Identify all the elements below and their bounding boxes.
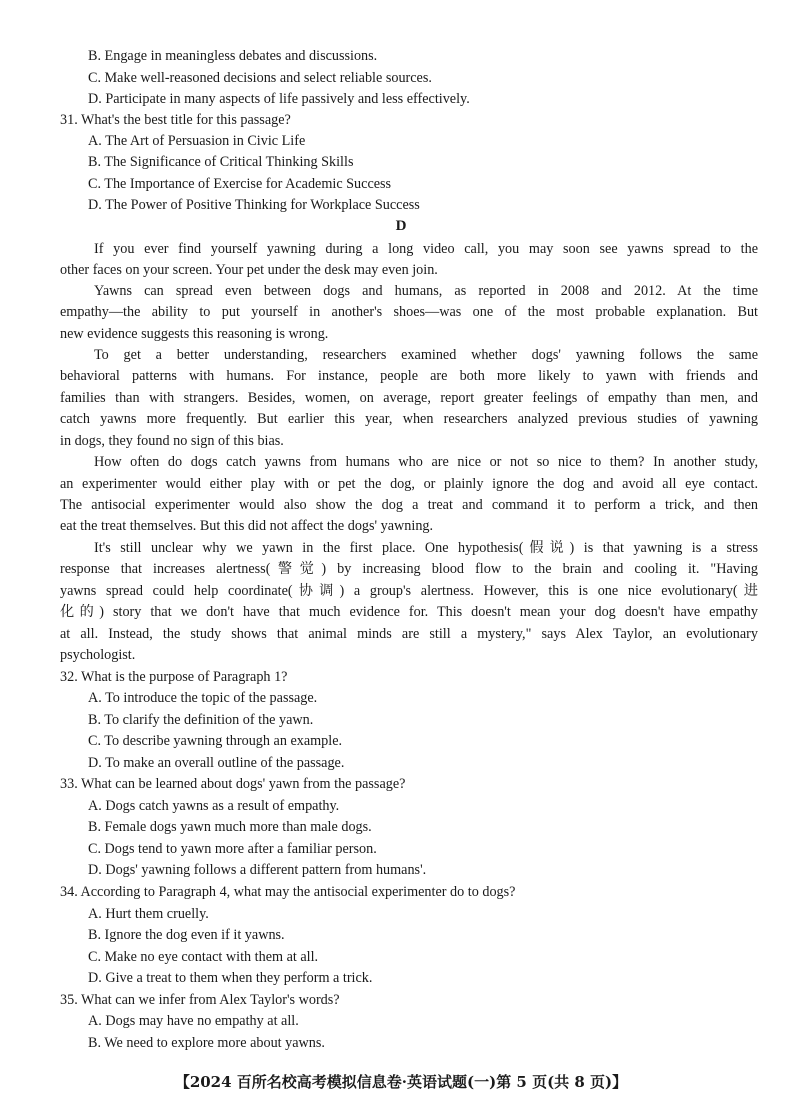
q34-stem: 34. According to Paragraph 4, what may the antisocial experimenter do to dogs?	[60, 884, 516, 900]
q34-option-b: B. Ignore the dog even if it yawns.	[88, 927, 285, 943]
q30-option-c: C. Make well-reasoned decisions and select reliable sources.	[88, 70, 432, 86]
q30-option-b: B. Engage in meaningless debates and discussions.	[88, 48, 378, 64]
passage-line: yawns spread could help coordinate(协调) a group's alertness. However, this is one nice evolutionary(进	[60, 583, 758, 599]
passage-line: It's still unclear why we yawn in the first place. One hypothesis(假说) is that yawning is a stress	[94, 540, 758, 556]
q33-stem: 33. What can be learned about dogs' yawn from the passage?	[60, 776, 406, 792]
passage-line: To get a better understanding, researchers examined whether dogs' yawning follows the same	[94, 347, 758, 363]
q33-option-b: B. Female dogs yawn much more than male dogs.	[88, 819, 372, 835]
q34-option-a: A. Hurt them cruelly.	[88, 906, 209, 922]
q31-option-d: D. The Power of Positive Thinking for Workplace Success	[88, 197, 420, 213]
q32-option-b: B. To clarify the definition of the yawn.	[88, 712, 314, 728]
q35-stem: 35. What can we infer from Alex Taylor's words?	[60, 992, 340, 1008]
passage-line: How often do dogs catch yawns from humans who are nice or not so nice to them? In another study,	[94, 454, 758, 470]
q33-option-a: A. Dogs catch yawns as a result of empathy.	[88, 798, 340, 814]
passage-line: behavioral patterns with humans. For instance, people are both more likely to yawn with friends and	[60, 368, 758, 384]
q31-option-b: B. The Significance of Critical Thinking Skills	[88, 154, 354, 170]
passage-line: Yawns can spread even between dogs and humans, as reported in 2008 and 2012. At the time	[94, 283, 758, 299]
q31-option-c: C. The Importance of Exercise for Academic Success	[88, 176, 392, 192]
q30-option-d: D. Participate in many aspects of life passively and less effectively.	[88, 91, 470, 107]
passage-line: catch yawns more frequently. But earlier this year, when researchers analyzed previous studies of yawning	[60, 411, 758, 427]
passage-line: eat the treat themselves. But this did not affect the dogs' yawning.	[60, 518, 434, 534]
q33-option-c: C. Dogs tend to yawn more after a familiar person.	[88, 841, 377, 857]
q34-option-d: D. Give a treat to them when they perform a trick.	[88, 970, 373, 986]
passage-line: The antisocial experimenter would also show the dog a treat and command it to perform a trick, and then	[60, 497, 758, 513]
passage-line: 化的) story that we don't have that much evidence for. This doesn't mean your dog doesn't have empathy	[60, 604, 758, 620]
passage-line: empathy—the ability to put yourself in another's shoes—was one of the most probable explanation. But	[60, 304, 758, 320]
q32-stem: 32. What is the purpose of Paragraph 1?	[60, 669, 288, 685]
section-heading: D	[395, 218, 407, 234]
passage-line: in dogs, they found no sign of this bias.	[60, 433, 284, 449]
q31-stem: 31. What's the best title for this passage?	[60, 112, 291, 128]
passage-line: new evidence suggests this reasoning is wrong.	[60, 326, 329, 342]
q32-option-a: A. To introduce the topic of the passage.	[88, 690, 318, 706]
q31-option-a: A. The Art of Persuasion in Civic Life	[88, 133, 306, 149]
page-footer: 【2024 百所名校高考模拟信息卷·英语试题(一)第 5 页(共 8 页)】	[174, 1073, 628, 1091]
q32-option-d: D. To make an overall outline of the passage.	[88, 755, 345, 771]
q35-option-a: A. Dogs may have no empathy at all.	[88, 1013, 299, 1029]
passage-line: psychologist.	[60, 647, 136, 663]
q35-option-b: B. We need to explore more about yawns.	[88, 1035, 325, 1051]
passage-line: an experimenter would either play with or pet the dog, or plainly ignore the dog and avoid all eye contact.	[60, 476, 758, 492]
q34-option-c: C. Make no eye contact with them at all.	[88, 949, 319, 965]
passage-line: response that increases alertness(警觉) by increasing blood flow to the brain and cooling it. "Having	[60, 561, 758, 577]
passage-line: families than with strangers. Besides, women, on average, report greater feelings of empathy than men, and	[60, 390, 758, 406]
passage-line: at all. Instead, the study shows that animal minds are still a mystery," says Alex Taylor, an evolutionary	[60, 626, 758, 642]
passage-line: If you ever find yourself yawning during a long video call, you may soon see yawns spread to the	[94, 241, 758, 257]
q33-option-d: D. Dogs' yawning follows a different pattern from humans'.	[88, 862, 427, 878]
q32-option-c: C. To describe yawning through an example.	[88, 733, 343, 749]
passage-line: other faces on your screen. Your pet under the desk may even join.	[60, 262, 438, 278]
